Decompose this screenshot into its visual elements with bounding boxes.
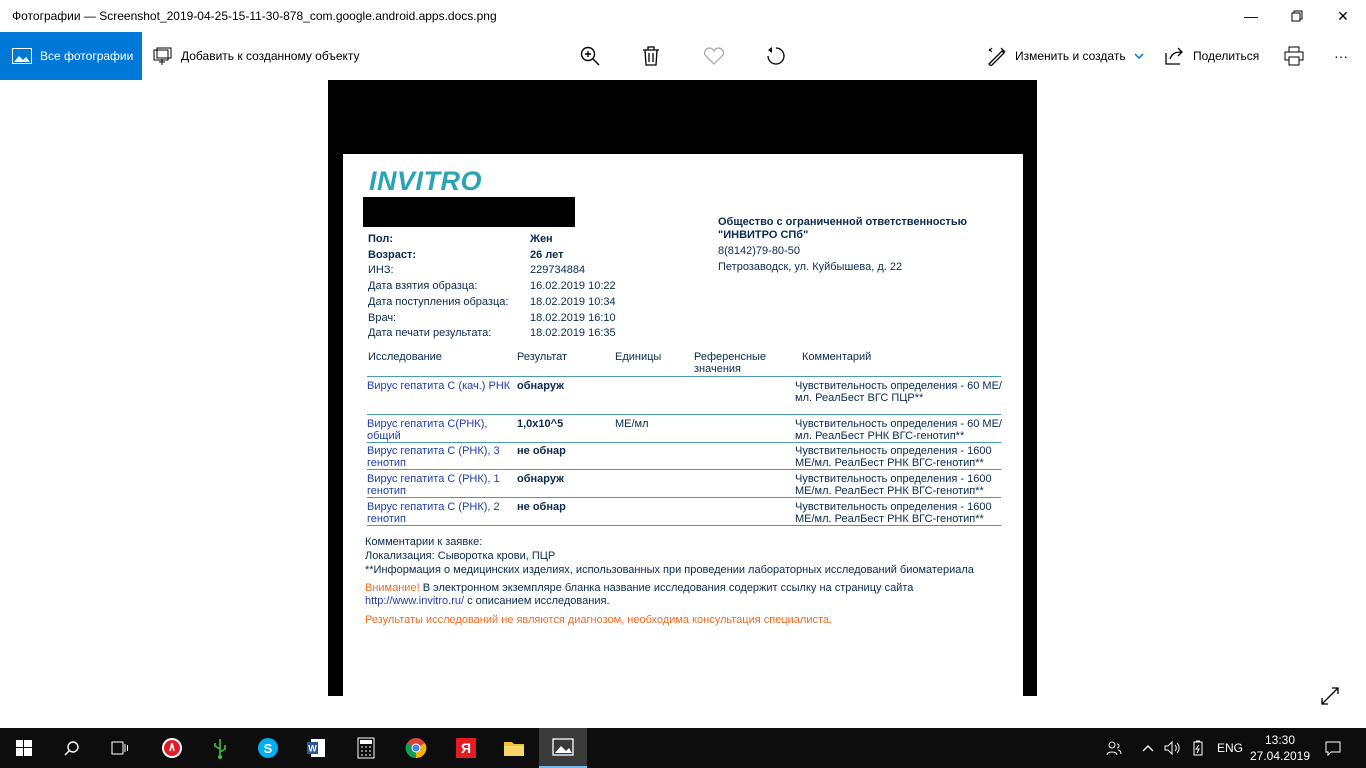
header-divider [367, 376, 1001, 377]
inz-label: ИНЗ: [368, 264, 394, 276]
sex-label: Пол: [368, 233, 394, 245]
toolbar [0, 32, 1366, 80]
more-button[interactable]: ··· [1334, 48, 1348, 64]
medical-devices-info: **Информация о медицинских изделиях, использованных при проведении лабораторных исследований биоматериала [365, 564, 974, 576]
clock[interactable] [1249, 728, 1311, 768]
search-icon [64, 740, 80, 756]
restore-icon [1291, 10, 1303, 22]
expand-icon [1320, 686, 1340, 706]
row-study[interactable]: Вирус гепатита С (кач.) РНК [367, 380, 511, 392]
chevron-down-icon [1134, 53, 1144, 59]
taskbar [0, 728, 1366, 768]
photos-app-button[interactable] [539, 728, 587, 768]
row-result: обнаруж [517, 380, 564, 392]
notification-icon [1325, 740, 1341, 756]
word-icon [305, 737, 327, 759]
redacted-name [363, 197, 575, 227]
zoom-button[interactable] [570, 32, 610, 80]
battery-icon [1190, 740, 1206, 756]
row-units: МЕ/мл [615, 418, 649, 430]
task-view-icon [111, 741, 129, 755]
row-divider [367, 414, 1001, 415]
folder-icon [503, 739, 525, 757]
row-divider [367, 469, 1001, 470]
file-explorer-button[interactable] [490, 728, 538, 768]
language-indicator[interactable]: ENG [1217, 741, 1244, 755]
col-header-reference: Референсные значения [694, 351, 767, 375]
org-phone: 8(8142)79-80-50 [718, 245, 800, 257]
maximize-button[interactable] [1274, 0, 1320, 32]
col-header-study: Исследование [368, 351, 442, 363]
edit-create-button[interactable] [987, 32, 1144, 80]
disclaimer-text: Результаты исследований не являются диагнозом, необходима консультация специалиста. [365, 614, 833, 626]
photos-icon [12, 48, 32, 64]
skype-icon [257, 737, 279, 759]
yandex-button[interactable] [442, 728, 490, 768]
action-center-button[interactable] [1325, 728, 1341, 768]
minimize-icon: — [1244, 8, 1258, 24]
windows-icon [16, 740, 32, 756]
fullscreen-button[interactable] [1320, 686, 1340, 706]
zoom-in-icon [580, 46, 600, 66]
col-header-units: Единицы [615, 351, 662, 363]
doctor-value: 18.02.2019 16:10 [530, 312, 616, 324]
comments-title: Комментарии к заявке: [365, 536, 483, 548]
task-view-button[interactable] [96, 728, 144, 768]
col-header-result: Результат [517, 351, 568, 363]
row-comment: Чувствительность определения - 60 МЕ/мл. РеалБест ВГС ПЦР** [795, 380, 1002, 404]
clock-date: 27.04.2019 [1249, 749, 1311, 763]
org-address: Петрозаводск, ул. Куйбышева, д. 22 [718, 261, 903, 273]
share-label: Поделиться [1193, 49, 1260, 63]
close-button[interactable] [1320, 0, 1366, 32]
org-name-line1: Общество с ограниченной ответственностью [718, 216, 967, 228]
attention-label: Внимание! [365, 582, 420, 594]
usb-app-button[interactable] [196, 728, 244, 768]
invitro-link[interactable]: http://www.invitro.ru/ [365, 595, 465, 607]
row-study[interactable]: Вирус гепатита С (РНК), 2 генотип [367, 501, 500, 525]
printer-icon [1284, 46, 1304, 66]
speaker-icon [1164, 740, 1182, 756]
printed-value: 18.02.2019 16:35 [530, 327, 616, 339]
print-button[interactable] [1274, 32, 1314, 80]
skype-button[interactable] [244, 728, 292, 768]
taken-value: 16.02.2019 10:22 [530, 280, 616, 292]
trash-icon [642, 46, 660, 66]
people-button[interactable] [1106, 728, 1122, 768]
edit-icon [987, 46, 1007, 66]
start-button[interactable] [0, 728, 48, 768]
row-comment: Чувствительность определения - 1600 МЕ/мл. РеалБест РНК ВГС-генотип** [795, 445, 992, 469]
svg-text:S: S [263, 741, 273, 756]
people-icon [1106, 740, 1122, 756]
row-result: обнаруж [517, 473, 564, 485]
share-button[interactable] [1165, 32, 1259, 80]
printed-label: Дата печати результата: [368, 327, 492, 339]
add-object-icon [153, 47, 173, 65]
url-line [365, 595, 610, 607]
lab-report-document [343, 154, 1023, 696]
row-study[interactable]: Вирус гепатита С (РНК), 1 генотип [367, 473, 500, 497]
yandex-browser-icon [161, 737, 183, 759]
localization-text: Локализация: Сыворотка крови, ПЦР [365, 550, 556, 562]
doctor-label: Врач: [368, 312, 397, 324]
calculator-icon [357, 737, 375, 759]
add-to-created-label: Добавить к созданному объекту [181, 49, 360, 63]
search-button[interactable] [48, 728, 96, 768]
invitro-logo: INVITRO [369, 166, 483, 196]
show-hidden-icons-button[interactable] [1142, 728, 1154, 768]
minimize-button[interactable] [1228, 0, 1274, 32]
org-name-line2: "ИНВИТРО СПб" [718, 229, 809, 241]
age-value: 26 лет [530, 249, 564, 261]
usb-icon [211, 737, 229, 759]
row-divider [367, 525, 1001, 526]
delete-button[interactable] [631, 32, 671, 80]
photos-app-icon [552, 738, 574, 756]
yandex-icon [455, 737, 477, 759]
row-result: не обнар [517, 501, 566, 513]
yandex-browser-button[interactable] [148, 728, 196, 768]
attention-line [365, 582, 913, 594]
photo-viewer[interactable] [328, 80, 1037, 696]
received-label: Дата поступления образца: [368, 296, 509, 308]
edit-create-label: Изменить и создать [1015, 49, 1126, 63]
row-divider [367, 442, 1001, 443]
share-icon [1165, 47, 1185, 65]
title-bar [0, 0, 1366, 32]
row-result: 1,0x10^5 [517, 418, 564, 430]
sex-value: Жен [530, 233, 553, 245]
chevron-up-icon [1142, 744, 1154, 752]
rotate-icon [765, 45, 787, 67]
window-title: Фотографии — Screenshot_2019-04-25-15-11-30-878_com.google.android.apps.docs.png [12, 9, 497, 23]
attention-text: В электронном экземпляре бланка название исследования содержит ссылку на страницу сайта [419, 582, 914, 594]
all-photos-button[interactable] [0, 32, 142, 80]
battery-button[interactable] [1190, 728, 1206, 768]
all-photos-label: Все фотографии [40, 49, 134, 63]
row-result: не обнар [517, 445, 566, 457]
received-value: 18.02.2019 10:34 [530, 296, 616, 308]
add-to-created-button[interactable] [153, 32, 360, 80]
row-study[interactable]: Вирус гепатита С(РНК), общий [367, 418, 488, 442]
svg-text:W: W [308, 743, 317, 754]
close-icon: ✕ [1337, 7, 1349, 24]
calculator-button[interactable] [342, 728, 390, 768]
clock-time: 13:30 [1264, 733, 1296, 747]
col-header-comment: Комментарий [802, 351, 872, 363]
row-comment: Чувствительность определения - 1600 МЕ/мл. РеалБест РНК ВГС-генотип** [795, 501, 992, 525]
row-divider [367, 497, 1001, 498]
url-suffix: с описанием исследования. [464, 595, 610, 607]
svg-text:Я: Я [460, 740, 472, 756]
row-study[interactable]: Вирус гепатита С (РНК), 3 генотип [367, 445, 500, 469]
chrome-icon [405, 737, 427, 759]
row-comment: Чувствительность определения - 1600 МЕ/мл. РеалБест РНК ВГС-генотип** [795, 473, 992, 497]
volume-button[interactable] [1164, 728, 1182, 768]
row-comment: Чувствительность определения - 60 МЕ/мл. РеалБест РНК ВГС-генотип** [795, 418, 1002, 442]
chrome-button[interactable] [392, 728, 440, 768]
age-label: Возраст: [368, 249, 416, 261]
taken-label: Дата взятия образца: [368, 280, 478, 292]
inz-value: 229734884 [530, 264, 586, 276]
heart-icon [703, 47, 725, 65]
favorite-button[interactable] [694, 32, 734, 80]
word-button[interactable] [292, 728, 340, 768]
rotate-button[interactable] [756, 32, 796, 80]
